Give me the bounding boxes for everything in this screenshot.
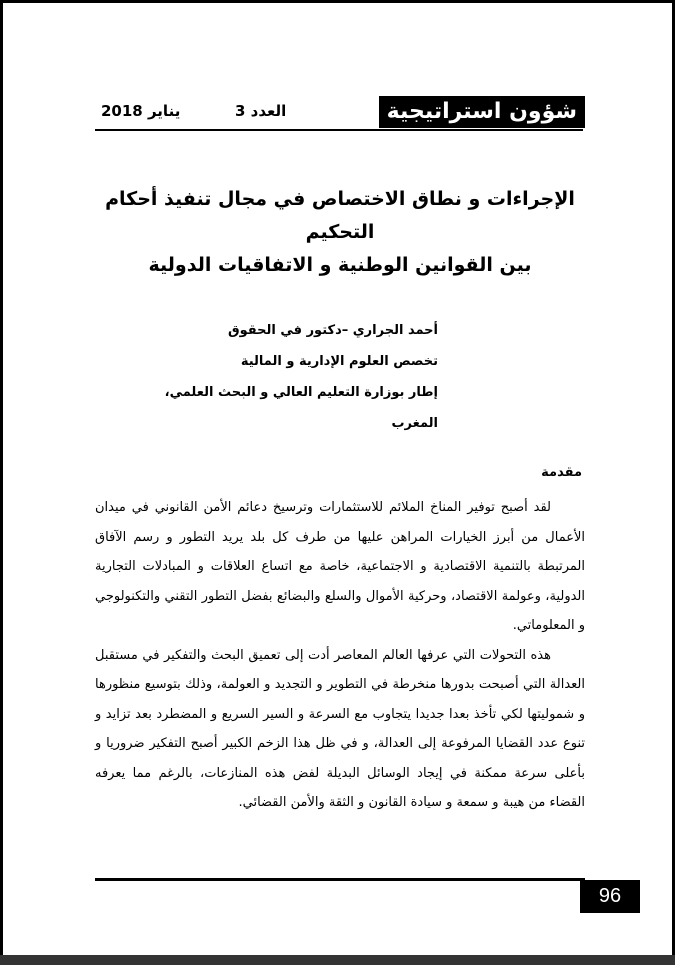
author-block: [150, 315, 438, 439]
page-border-top: [0, 0, 675, 3]
page-number: 96: [580, 880, 640, 913]
article-title: [95, 183, 585, 282]
article-body: [95, 493, 585, 818]
footer-divider: [95, 878, 585, 881]
author-affiliation: إطار بوزارة التعليم العالي و البحث العلمي، المغرب: [164, 385, 438, 431]
article-title-line-2: بين القوانين الوطنية و الاتفاقيات الدولية: [148, 254, 532, 276]
header-divider: [95, 129, 583, 131]
paragraph: لقد أصبح توفير المناخ الملائم للاستثمارات وترسيخ دعائم الأمن القانوني في ميدان الأعمال من أبرز الخيارات المراهن عليها من طرف كل بلد يريد التطور و رسم الآفاق المرتبطة بالتنمية الاقتصادية و الاجتماعية، خاصة مع اتساع العلاقات و المبادلات التجارية الدولية، وعولمة الاقتصاد، وحركية الأموال والسلع والبضائع بفضل التطور التقني والتكنولوجي و المعلوماتي.: [95, 500, 585, 633]
issue-date: يناير 2018: [101, 102, 181, 120]
author-specialty: تخصص العلوم الإدارية و المالية: [240, 354, 438, 369]
page-header: [95, 96, 585, 130]
author-name: أحمد الجراري –دكتور في الحقوق: [228, 323, 438, 338]
section-heading: مقدمة: [541, 465, 582, 480]
journal-name: شؤون استراتيجية: [379, 96, 585, 128]
article-title-line-1: الإجراءات و نطاق الاختصاص في مجال تنفيذ أحكام التحكيم: [105, 188, 575, 243]
page-border-left: [0, 0, 3, 965]
page-border-bottom: [0, 955, 675, 965]
paragraph: هذه التحولات التي عرفها العالم المعاصر أدت إلى تعميق البحث والتفكير في مستقبل العدالة التي أصبحت بدورها منخرطة في التطوير و التجديد و العولمة، وذلك بتوسيع منظورها و شموليتها لكي تأخذ بعدا جديدا يتجاوب مع السرعة و السير السريع و المضطرد بعد تزايد و تنوع عدد القضايا المرفوعة إلى العدالة، و في ظل هذا الزخم الكبير أصبح التفكير ضروريا و بأعلى سرعة ممكنة في إيجاد الوسائل البديلة لفض هذه المنازعات، بالرغم مما يعرفه القضاء من هيبة و سمعة و سيادة القانون و الثقة والأمن القضائي.: [95, 647, 585, 810]
issue-number: العدد 3: [235, 102, 287, 120]
